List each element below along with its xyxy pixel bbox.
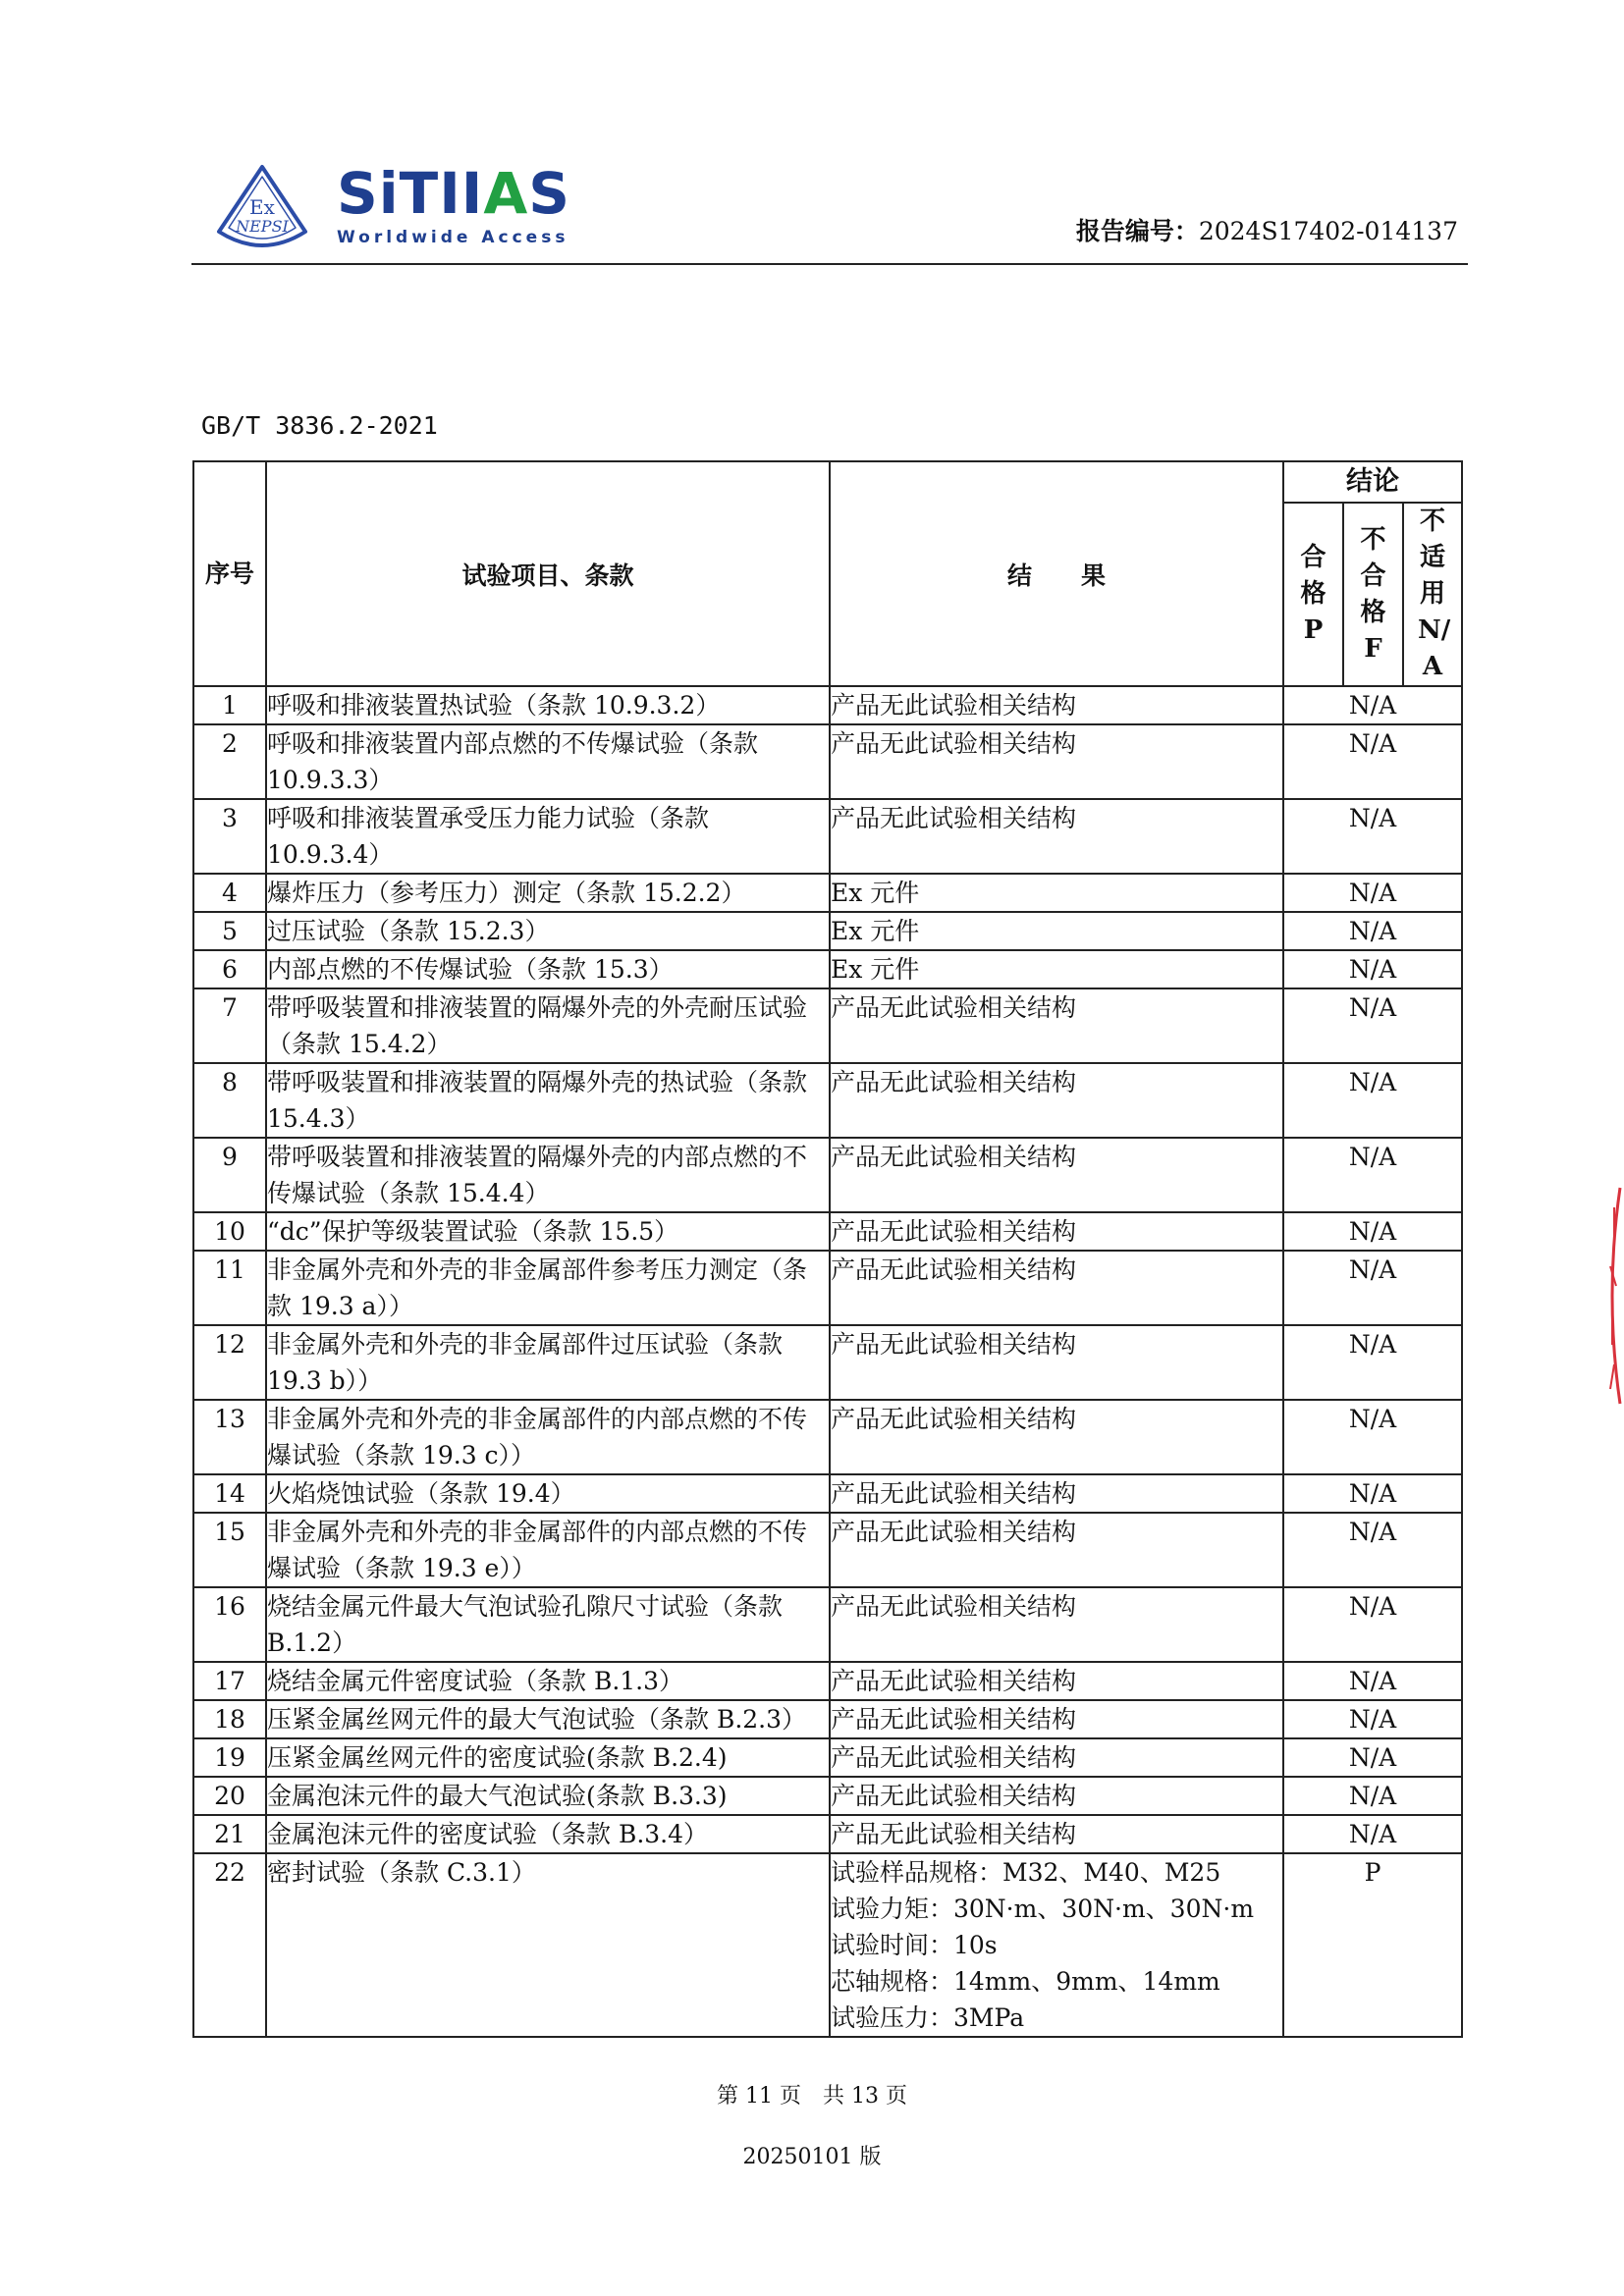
table-row [193, 1587, 1462, 1662]
test-item: 带呼吸装置和排液装置的隔爆外壳的外壳耐压试验（条款 15.4.2） [266, 988, 830, 1063]
result-line: 产品无此试验相关结构 [831, 1217, 1077, 1246]
result-line: Ex 元件 [831, 917, 920, 945]
result-line: 产品无此试验相关结构 [831, 1667, 1077, 1695]
test-conclusion: N/A [1283, 1474, 1462, 1513]
sitiias-logo [337, 160, 571, 247]
test-conclusion: N/A [1283, 1700, 1462, 1738]
test-item: 烧结金属元件最大气泡试验孔隙尺寸试验（条款 B.1.2） [266, 1587, 830, 1662]
result-line: 试验力矩：30N·m、30N·m、30N·m [831, 1895, 1255, 1923]
test-conclusion: N/A [1283, 1815, 1462, 1853]
standard-code: GB/T 3836.2-2021 [201, 411, 438, 440]
row-number: 12 [193, 1325, 266, 1400]
header-no: 序号 [193, 461, 266, 686]
header-result: 结 果 [830, 461, 1283, 686]
result-line: 产品无此试验相关结构 [831, 1518, 1077, 1546]
table-row [193, 950, 1462, 988]
table-row [193, 1212, 1462, 1251]
table-row [193, 1700, 1462, 1738]
result-line: 产品无此试验相关结构 [831, 1592, 1077, 1621]
svg-text:NEPSI: NEPSI [236, 217, 289, 236]
row-number: 9 [193, 1138, 266, 1212]
row-number: 1 [193, 686, 266, 724]
test-conclusion: N/A [1283, 686, 1462, 724]
test-conclusion: N/A [1283, 724, 1462, 799]
test-conclusion: N/A [1283, 950, 1462, 988]
row-number: 7 [193, 988, 266, 1063]
test-item: 非金属外壳和外壳的非金属部件的内部点燃的不传爆试验（条款 19.3 c）） [266, 1400, 830, 1474]
test-result [830, 1138, 1283, 1212]
table-row [193, 724, 1462, 799]
test-item: 烧结金属元件密度试验（条款 B.1.3） [266, 1662, 830, 1700]
table-row [193, 1251, 1462, 1325]
test-item: 内部点燃的不传爆试验（条款 15.3） [266, 950, 830, 988]
header-conclusion: 结论 [1283, 461, 1462, 503]
table-row [193, 1513, 1462, 1587]
row-number: 15 [193, 1513, 266, 1587]
table-row [193, 1777, 1462, 1815]
test-item: 压紧金属丝网元件的最大气泡试验（条款 B.2.3） [266, 1700, 830, 1738]
test-item: 呼吸和排液装置热试验（条款 10.9.3.2） [266, 686, 830, 724]
table-row [193, 686, 1462, 724]
result-line: 产品无此试验相关结构 [831, 1405, 1077, 1433]
row-number: 21 [193, 1815, 266, 1853]
test-item: 带呼吸装置和排液装置的隔爆外壳的热试验（条款 15.4.3） [266, 1063, 830, 1138]
table-row [193, 1400, 1462, 1474]
header-item: 试验项目、条款 [266, 461, 830, 686]
test-result [830, 1853, 1283, 2037]
sitiias-tagline: Worldwide Access [337, 228, 569, 247]
table-row [193, 1662, 1462, 1700]
result-line: 产品无此试验相关结构 [831, 1479, 1077, 1508]
table-row [193, 1474, 1462, 1513]
test-item: 呼吸和排液装置内部点燃的不传爆试验（条款 10.9.3.3） [266, 724, 830, 799]
test-result [830, 1587, 1283, 1662]
nepsi-logo [213, 163, 311, 255]
test-result [830, 1513, 1283, 1587]
test-result [830, 1777, 1283, 1815]
row-number: 17 [193, 1662, 266, 1700]
test-item: 金属泡沫元件的密度试验（条款 B.3.4） [266, 1815, 830, 1853]
test-item: 过压试验（条款 15.2.3） [266, 912, 830, 950]
test-conclusion: N/A [1283, 1063, 1462, 1138]
result-line: 产品无此试验相关结构 [831, 1743, 1077, 1772]
table-row [193, 988, 1462, 1063]
row-number: 13 [193, 1400, 266, 1474]
test-item: 火焰烧蚀试验（条款 19.4） [266, 1474, 830, 1513]
row-number: 16 [193, 1587, 266, 1662]
test-result [830, 1738, 1283, 1777]
test-conclusion: N/A [1283, 912, 1462, 950]
test-conclusion: N/A [1283, 1212, 1462, 1251]
row-number: 14 [193, 1474, 266, 1513]
row-number: 19 [193, 1738, 266, 1777]
result-line: 产品无此试验相关结构 [831, 993, 1077, 1022]
test-item: 金属泡沫元件的最大气泡试验(条款 B.3.3) [266, 1777, 830, 1815]
test-result [830, 1212, 1283, 1251]
table-row [193, 912, 1462, 950]
test-item: 密封试验（条款 C.3.1） [266, 1853, 830, 2037]
test-result [830, 1700, 1283, 1738]
row-number: 3 [193, 799, 266, 874]
test-result [830, 1063, 1283, 1138]
row-number: 2 [193, 724, 266, 799]
test-result [830, 1815, 1283, 1853]
row-number: 4 [193, 874, 266, 912]
version-label: 20250101 版 [742, 2145, 882, 2169]
report-number-label: 报告编号： [1075, 217, 1199, 245]
header-fail: 不合格F [1343, 503, 1403, 686]
test-result [830, 874, 1283, 912]
result-line: 产品无此试验相关结构 [831, 1143, 1077, 1171]
edge-seal-mark [1598, 1178, 1624, 1414]
result-line: 试验时间：10s [831, 1931, 998, 1959]
page-header [191, 157, 1468, 267]
result-line: 产品无此试验相关结构 [831, 1255, 1077, 1284]
test-item: 爆炸压力（参考压力）测定（条款 15.2.2） [266, 874, 830, 912]
row-number: 8 [193, 1063, 266, 1138]
test-conclusion: N/A [1283, 988, 1462, 1063]
result-line: 产品无此试验相关结构 [831, 1330, 1077, 1359]
test-conclusion: N/A [1283, 1400, 1462, 1474]
test-conclusion: N/A [1283, 1325, 1462, 1400]
result-line: 产品无此试验相关结构 [831, 1705, 1077, 1734]
result-line: 产品无此试验相关结构 [831, 1782, 1077, 1810]
row-number: 5 [193, 912, 266, 950]
svg-text:Ex: Ex [249, 195, 275, 219]
result-line: 芯轴规格：14mm、9mm、14mm [831, 1967, 1220, 1996]
result-line: 试验样品规格：M32、M40、M25 [831, 1858, 1221, 1887]
result-line: 产品无此试验相关结构 [831, 729, 1077, 758]
test-conclusion: N/A [1283, 1777, 1462, 1815]
test-result [830, 1474, 1283, 1513]
test-conclusion: N/A [1283, 874, 1462, 912]
test-conclusion: N/A [1283, 799, 1462, 874]
header-divider [191, 263, 1468, 265]
table-row [193, 1325, 1462, 1400]
test-result [830, 686, 1283, 724]
test-conclusion: P [1283, 1853, 1462, 2037]
test-item: 呼吸和排液装置承受压力能力试验（条款 10.9.3.4） [266, 799, 830, 874]
result-line: Ex 元件 [831, 879, 920, 907]
result-line: Ex 元件 [831, 955, 920, 984]
table-row [193, 1738, 1462, 1777]
test-item: 非金属外壳和外壳的非金属部件的内部点燃的不传爆试验（条款 19.3 e）） [266, 1513, 830, 1587]
test-result [830, 1662, 1283, 1700]
test-result [830, 1400, 1283, 1474]
sitiias-wordmark: SiTIIAS [337, 160, 571, 227]
test-item: 非金属外壳和外壳的非金属部件过压试验（条款 19.3 b）） [266, 1325, 830, 1400]
page-number: 第 11 页 共 13 页 [717, 2084, 907, 2109]
report-number [1076, 212, 1458, 247]
row-number: 20 [193, 1777, 266, 1815]
test-result [830, 1251, 1283, 1325]
test-result [830, 988, 1283, 1063]
report-number-value: 2024S17402-014137 [1198, 217, 1458, 245]
header-pass: 合格P [1283, 503, 1343, 686]
row-number: 11 [193, 1251, 266, 1325]
row-number: 6 [193, 950, 266, 988]
row-number: 18 [193, 1700, 266, 1738]
test-result [830, 950, 1283, 988]
test-result [830, 1325, 1283, 1400]
table-row [193, 1815, 1462, 1853]
result-line: 试验压力：3MPa [831, 2003, 1025, 2032]
test-conclusion: N/A [1283, 1587, 1462, 1662]
test-conclusion: N/A [1283, 1662, 1462, 1700]
table-row [193, 1138, 1462, 1212]
test-conclusion: N/A [1283, 1138, 1462, 1212]
result-line: 产品无此试验相关结构 [831, 1068, 1077, 1096]
result-line: 产品无此试验相关结构 [831, 691, 1077, 720]
table-row [193, 874, 1462, 912]
result-line: 产品无此试验相关结构 [831, 804, 1077, 832]
test-results-table [192, 460, 1463, 2038]
result-line: 产品无此试验相关结构 [831, 1820, 1077, 1848]
test-result [830, 912, 1283, 950]
test-item: 非金属外壳和外壳的非金属部件参考压力测定（条款 19.3 a）） [266, 1251, 830, 1325]
test-item: 压紧金属丝网元件的密度试验(条款 B.2.4) [266, 1738, 830, 1777]
row-number: 10 [193, 1212, 266, 1251]
test-conclusion: N/A [1283, 1738, 1462, 1777]
test-conclusion: N/A [1283, 1251, 1462, 1325]
table-row [193, 1853, 1462, 2037]
test-result [830, 724, 1283, 799]
table-row [193, 799, 1462, 874]
test-conclusion: N/A [1283, 1513, 1462, 1587]
test-item: 带呼吸装置和排液装置的隔爆外壳的内部点燃的不传爆试验（条款 15.4.4） [266, 1138, 830, 1212]
header-na: 不适用N/A [1403, 503, 1462, 686]
table-row [193, 1063, 1462, 1138]
test-result [830, 799, 1283, 874]
test-item: “dc”保护等级装置试验（条款 15.5） [266, 1212, 830, 1251]
row-number: 22 [193, 1853, 266, 2037]
